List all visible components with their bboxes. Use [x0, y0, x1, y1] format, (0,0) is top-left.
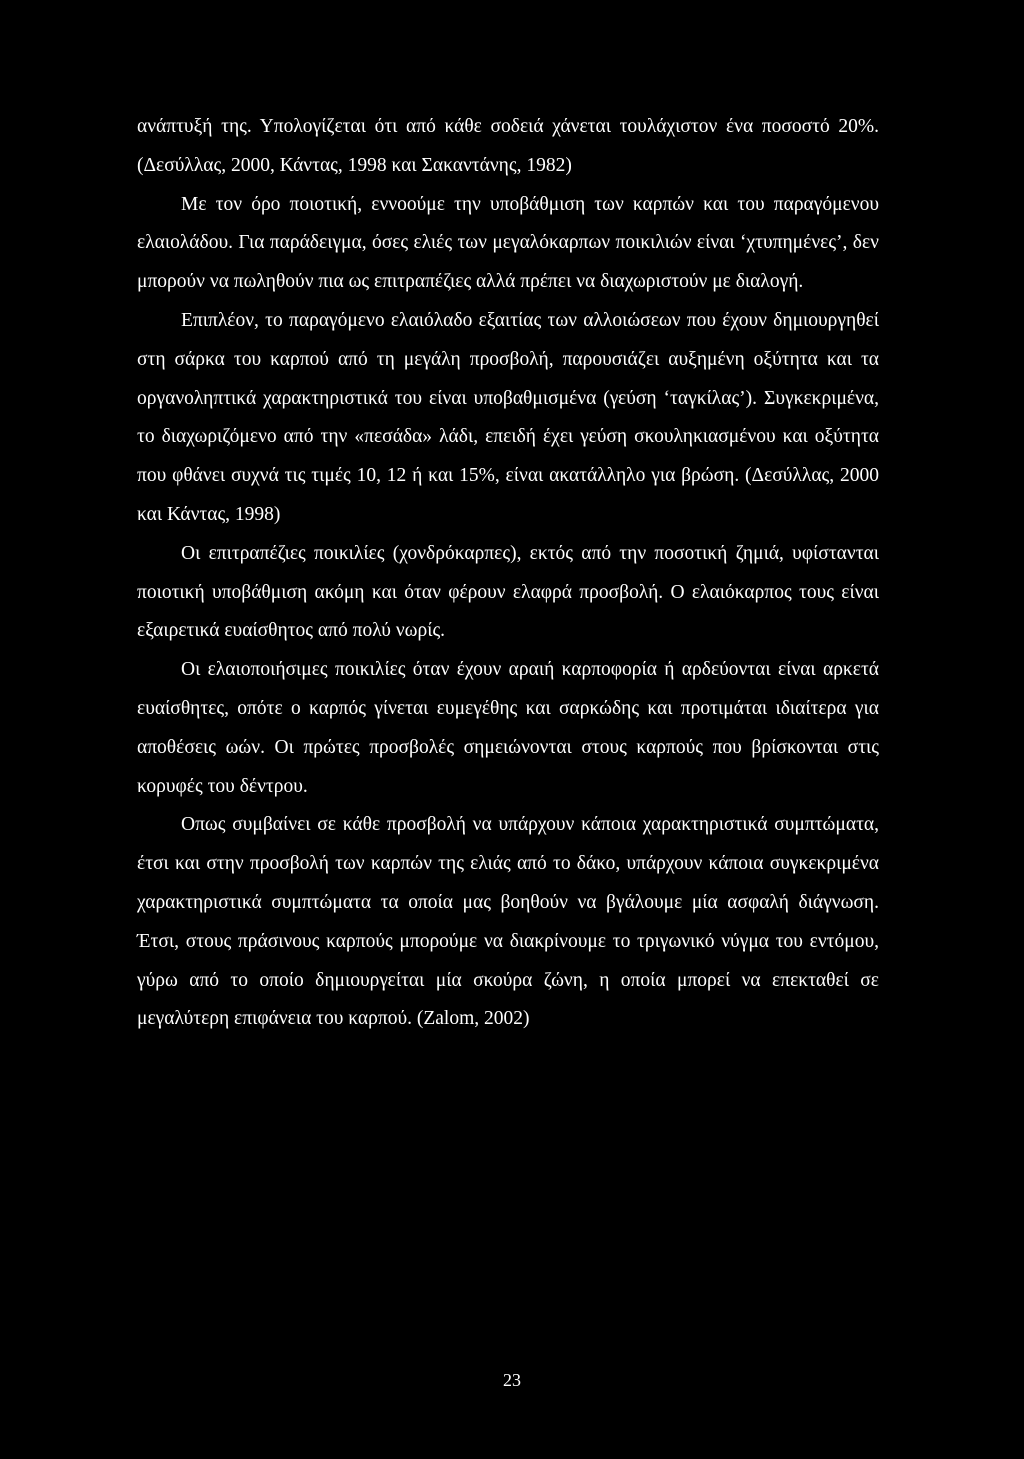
- paragraph-oil-varieties: Οι ελαιοποιήσιμες ποικιλίες όταν έχουν αραιή καρποφορία ή αρδεύονται είναι αρκετά ευαίσθητες, οπότε ο καρπός γίνεται ευμεγέθης και σαρκώδης και προτιμάται ιδιαίτερα για αποθέσεις ωών. Οι πρώτες προσβολές σημειώνονται στους καρπούς που βρίσκονται στις κορυφές του δέντρου.: [137, 659, 879, 797]
- paragraph-continuation: ανάπτυξή της. Υπολογίζεται ότι από κάθε σοδειά χάνεται τουλάχιστον ένα ποσοστό 20%. (Δεσύλλας, 2000, Κάντας, 1998 και Σακαντάνης, 1982): [137, 116, 879, 176]
- paragraph-table-varieties: Οι επιτραπέζιες ποικιλίες (χονδρόκαρπες), εκτός από την ποσοτική ζημιά, υφίστανται ποιοτική υποβάθμιση ακόμη και όταν φέρουν ελαφρά προσβολή. Ο ελαιόκαρπος τους είναι εξαιρετικά ευαίσθητος από πολύ νωρίς.: [137, 542, 879, 642]
- paragraph-symptoms: Οπως συμβαίνει σε κάθε προσβολή να υπάρχουν κάποια χαρακτηριστικά συμπτώματα, έτσι και στην προσβολή των καρπών της ελιάς από το δάκο, υπάρχουν κάποια συγκεκριμένα χαρακτηριστικά συμπτώματα τα οποία μας βοηθούν να βγάλουμε μία ασφαλή διάγνωση. Έτσι, στους πράσινους καρπούς μπορούμε να διακρίνουμε το τριγωνικό νύγμα του εντόμου, γύρω από το οποίο δημιουργείται μία σκούρα ζώνη, η οποία μπορεί να επεκταθεί σε μεγαλύτερη επιφάνεια του καρπού. (Zalom, 2002): [137, 814, 879, 1030]
- body-text: [137, 108, 879, 1039]
- page-number: 23: [503, 1370, 521, 1390]
- paragraph-quality-definition: Με τον όρο ποιοτική, εννοούμε την υποβάθμιση των καρπών και του παραγόμενου ελαιολάδου. Για παράδειγμα, όσες ελιές των μεγαλόκαρπων ποικιλιών είναι ‘χτυπημένες’, δεν μπορούν να πωληθούν πια ως επιτραπέζιες αλλά πρέπει να διαχωριστούν με διαλογή.: [137, 193, 879, 293]
- paragraph-oil-degradation: Επιπλέον, το παραγόμενο ελαιόλαδο εξαιτίας των αλλοιώσεων που έχουν δημιουργηθεί στη σάρκα του καρπού από τη μεγάλη προσβολή, παρουσιάζει αυξημένη οξύτητα και τα οργανοληπτικά χαρακτηριστικά του είναι υποβαθμισμένα (γεύση ‘ταγκίλας’). Συγκεκριμένα, το διαχωριζόμενο από την «πεσάδα» λάδι, επειδή έχει γεύση σκουληκιασμένου και οξύτητα που φθάνει συχνά τις τιμές 10, 12 ή και 15%, είναι ακατάλληλο για βρώση. (Δεσύλλας, 2000 και Κάντας, 1998): [137, 309, 879, 525]
